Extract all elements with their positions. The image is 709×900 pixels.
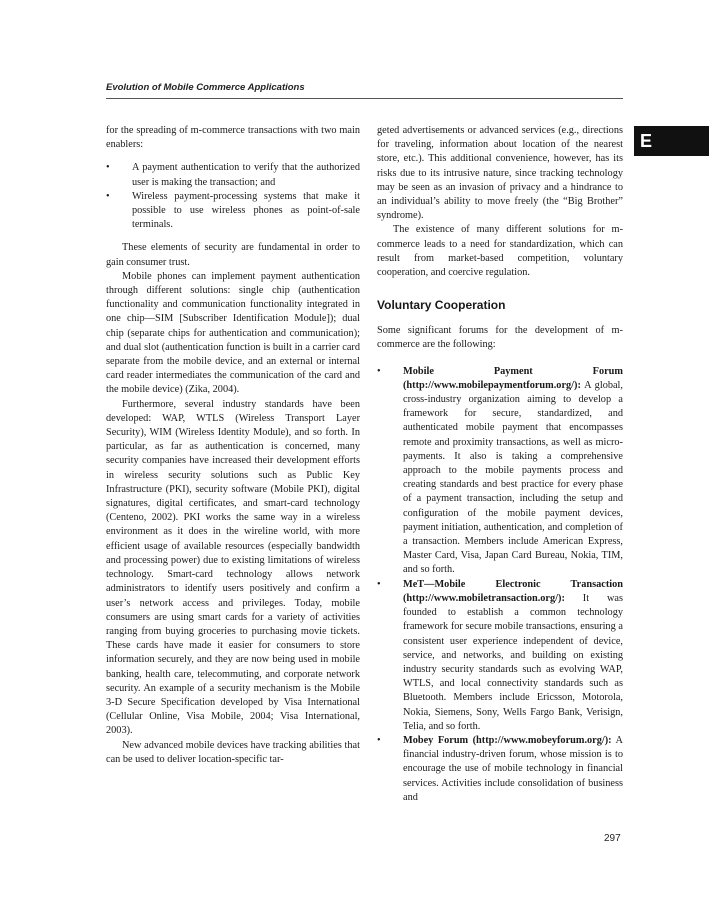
bullet-icon: • <box>377 365 381 377</box>
list-item <box>106 161 360 189</box>
paragraph: for the spreading of m-commerce transactions with two main enablers: <box>106 125 360 151</box>
paragraph: The existence of many different solutions for m-commerce leads to a need for standardization, which can result from market-based competition, voluntary cooperation, and coercive regulation. <box>377 224 623 279</box>
list-item <box>377 734 623 805</box>
paragraph: Mobile phones can implement payment authentication through different solutions: single chip (authentication functionality and communication functionality integrated in one chip—SIM [Subscriber Identification Module]); dual chip (separate chips for authentication and communication); and dual slot (authentication function is built in a carrier card separate from the mobile device, and an external or internal card reader intermediates the communication of the card and the mobile device) (Zika, 2004). <box>106 270 360 396</box>
forum-description: It was founded to establish a common technology framework for secure mobile transactions, ensuring a consistent user experience independent of device, service, and networks, and building on existing industry security standards such as evolving WAP, WTLS, and local connectivity standards such as Bluetooth. Members include Ericsson, Motorola, Nokia, Siemens, Sony, Wells Fargo Bank, Verisign, Telia, and so forth. <box>403 592 623 732</box>
forum-title: Mobey Forum (http://www.mobeyforum.org/): <box>403 734 612 746</box>
bullet-icon: • <box>106 190 110 202</box>
forum-title: MeT—Mobile Electronic Transaction (http://www.mobiletransaction.org/): <box>403 578 623 604</box>
enablers-list <box>106 161 360 232</box>
forum-description: A financial industry-driven forum, whose mission is to encourage the use of mobile technology in financial services. Activities include consolidation of business and <box>403 734 623 803</box>
forums-list <box>377 365 623 805</box>
forum-description: A global, cross-industry organization aiming to develop a framework for secure, standardized, and authenticated mobile payment that encompasses remote and proximity transactions, as well as micro-payments. It also is taking a comprehensive approach to the mobile payments process and creating standards and best practice for every phase of a payment transaction, including the setup and configuration of the mobile payment devices, payment initiation, authentication, and completion of a transaction. Members include American Express, Master Card, Visa, Japan Card Bureau, Nokia, TIM, and so forth. <box>403 379 623 576</box>
paragraph: geted advertisements or advanced services (e.g., directions for traveling, information about location of the nearest store, etc.). This additional convenience, however, has its risks due to its intrusive nature, since tracking technology may be seen as an invasion of privacy and a hindrance to an individual’s ability to move freely (the “Big Brother” syndrome). <box>377 125 623 222</box>
left-column <box>106 124 360 767</box>
paragraph: These elements of security are fundamental in order to gain consumer trust. <box>106 242 360 268</box>
section-heading: Voluntary Cooperation <box>377 298 506 313</box>
bullet-icon: • <box>377 578 381 590</box>
forum-title: Mobile Payment Forum (http://www.mobilepaymentforum.org/): <box>403 365 623 391</box>
list-item <box>377 578 623 734</box>
running-title: Evolution of Mobile Commerce Applications <box>106 82 305 93</box>
list-item <box>106 190 360 233</box>
page-number: 297 <box>604 833 621 844</box>
bullet-icon: • <box>377 734 381 746</box>
list-item-text: Wireless payment-processing systems that make it possible to use wireless phones as point-of-sale terminals. <box>132 190 360 231</box>
paragraph: Some significant forums for the development of m-commerce are the following: <box>377 325 623 351</box>
right-column <box>377 124 623 805</box>
section-letter-tab: E <box>634 126 709 156</box>
paragraph: Furthermore, several industry standards have been developed: WAP, WTLS (Wireless Transport Layer Security), WIM (Wireless Identity Module), and so forth. In particular, as far as authentication is concerned, many security companies have increased their development efforts in wireless security solutions such as Public Key Infrastructure (PKI), security software (Mobile PKI), digital signatures, digital certificates, and smart-card technology (Centeno, 2002). PKI works the same way in a wireless environment as it does in the wireline world, with more efficient usage of available resources (especially bandwidth and processing power) due to existing limitations of wireless technology. Smart-card technology allows network administrators to identify users positively and confirm a user’s network access and privileges. Today, mobile consumers are using smart cards for a variety of activities ranging from buying groceries to purchasing movie tickets. These cards have made it easier for consumers to store information securely, and they are now being used in mobile banking, health care, telecommuting, and corporate network security. An example of a security mechanism is the Mobile 3-D Secure Specification developed by Visa International (Cellular Online, Visa Mobile, 2004; Visa International, 2003). <box>106 398 360 737</box>
bullet-icon: • <box>106 162 110 174</box>
list-item <box>377 365 623 578</box>
header-rule <box>106 98 623 99</box>
paragraph: New advanced mobile devices have tracking abilities that can be used to deliver location-specific tar- <box>106 739 360 765</box>
list-item-text: A payment authentication to verify that the authorized user is making the transaction; and <box>132 162 360 188</box>
